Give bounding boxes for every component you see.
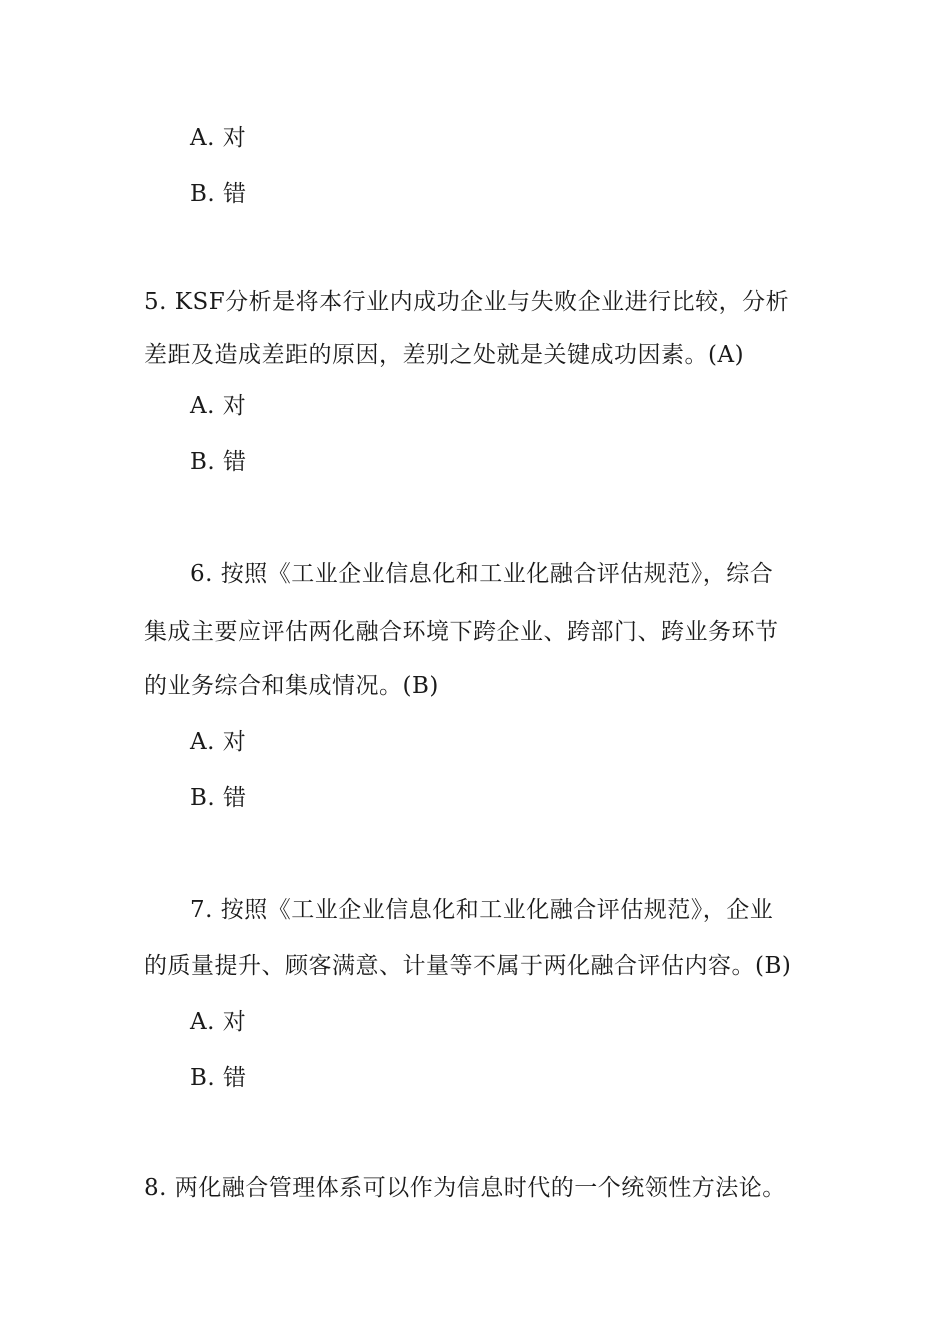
q5-option-b: B. 错 (190, 449, 247, 475)
q6-text-line-1: 6. 按照《工业企业信息化和工业化融合评估规范》，综合 (190, 561, 774, 587)
q5-text-line-2: 差距及造成差距的原因，差别之处就是关键成功因素。(A) (144, 342, 745, 368)
q4-option-b: B. 错 (190, 181, 247, 207)
q6-text-line-2: 集成主要应评估两化融合环境下跨企业、跨部门、跨业务环节 (144, 619, 779, 645)
q7-option-b: B. 错 (190, 1065, 247, 1091)
q6-option-b: B. 错 (190, 785, 247, 811)
q7-option-a: A. 对 (190, 1009, 247, 1035)
q5-text-line-1: 5. KSF分析是将本行业内成功企业与失败企业进行比较，分析 (144, 289, 790, 315)
q7-text-line-1: 7. 按照《工业企业信息化和工业化融合评估规范》，企业 (190, 897, 774, 923)
q7-text-line-2: 的质量提升、顾客满意、计量等不属于两化融合评估内容。(B) (144, 953, 792, 979)
q6-text-line-3: 的业务综合和集成情况。(B) (144, 673, 439, 699)
q4-option-a: A. 对 (190, 125, 247, 151)
q5-option-a: A. 对 (190, 393, 247, 419)
q8-text-line-1: 8. 两化融合管理体系可以作为信息时代的一个统领性方法论。 (144, 1175, 786, 1201)
q6-option-a: A. 对 (190, 729, 247, 755)
